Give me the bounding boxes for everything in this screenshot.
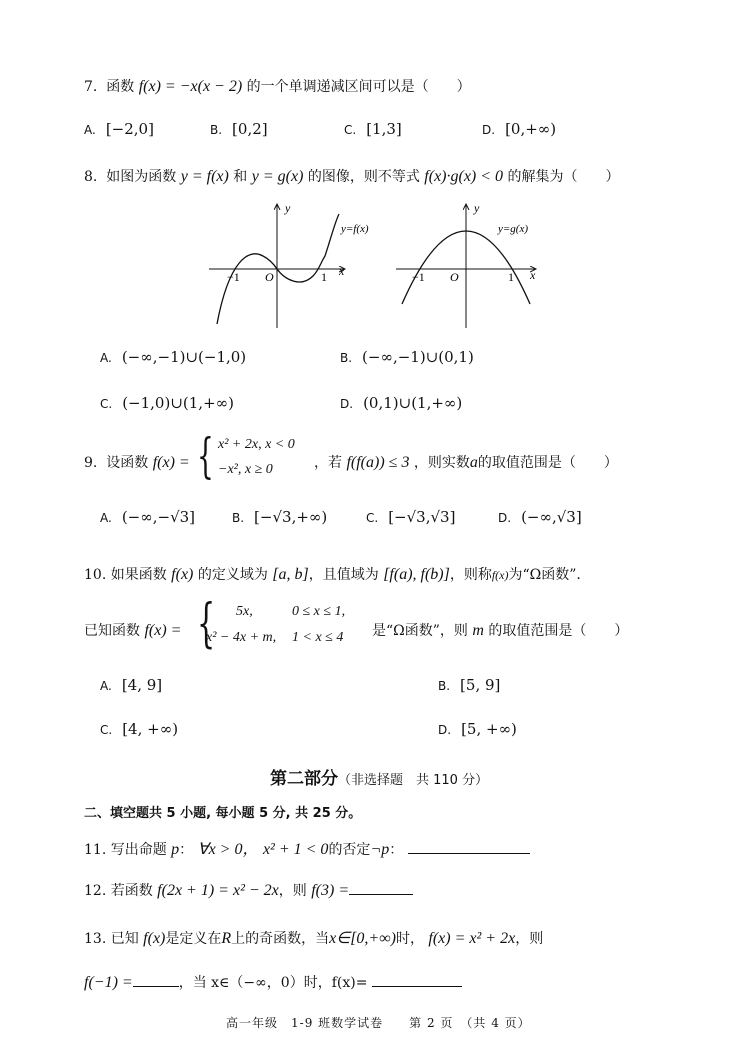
- q13-answer-blank-1[interactable]: [133, 972, 179, 987]
- q9-option-a[interactable]: A. (−∞,−√3]: [100, 508, 196, 526]
- q10-line2-tail: 是“Ω函数”，则 m 的取值范围是（ ）: [372, 622, 629, 639]
- graph-f-tick-pos: 1: [321, 270, 327, 284]
- q8-option-a[interactable]: A. (−∞,−1)∪(−1,0): [100, 348, 247, 366]
- graph-g-x-label: x: [530, 268, 536, 282]
- graph-f: [205, 200, 369, 332]
- q10-line1: 10. 如果函数 f(x) 的定义域为 [a, b]，且值域为 [f(a), f(b)]，则称f(x)为“Ω函数”.: [84, 566, 581, 583]
- question-7: [84, 76, 471, 96]
- q10-option-a[interactable]: A. [4, 9]: [100, 676, 163, 694]
- q7-option-c[interactable]: C. [1,3]: [344, 120, 402, 138]
- q8-option-b[interactable]: B. (−∞,−1)∪(0,1): [340, 348, 474, 366]
- graph-f-curve-label: y=f(x): [341, 223, 369, 235]
- part-two-heading: 第二部分（非选择题 共 110 分）: [270, 769, 489, 789]
- q10-case2-expr: x² − 4x + m,: [206, 630, 277, 645]
- q9-case2: −x², x ≥ 0: [218, 462, 273, 477]
- question-13-line2: f(−1) = ，当 x∈（−∞，0）时，f(x)=: [84, 972, 462, 992]
- q9-lead: 9. 设函数 f(x) =: [84, 454, 190, 471]
- q7-option-b[interactable]: B. [0,2]: [210, 120, 268, 138]
- q10-option-c[interactable]: C. [4, +∞): [100, 720, 179, 738]
- q7-option-a[interactable]: A. [−2,0]: [84, 120, 154, 138]
- graph-g-curve-label: y=g(x): [498, 223, 529, 235]
- q10-case1-cond: 0 ≤ x ≤ 1,: [292, 604, 346, 619]
- section-heading: 二、填空题共 5 小题, 每小题 5 分, 共 25 分。: [84, 806, 362, 821]
- q8-option-c[interactable]: C. (−1,0)∪(1,+∞): [100, 394, 234, 412]
- q9-tail: ，若 f(f(a)) ≤ 3 ，则实数a的取值范围是（ ）: [314, 454, 618, 471]
- q10-option-b[interactable]: B. [5, 9]: [438, 676, 501, 694]
- q9-case1: x² + 2x, x < 0: [218, 437, 295, 452]
- q10-option-d[interactable]: D. [5, +∞): [438, 720, 517, 738]
- q7-post: 的一个单调递减区间可以是（ ）: [246, 79, 471, 95]
- question-8: 8. 如图为函数 y = f(x) 和 y = g(x) 的图像，则不等式 f(x)·g(x) < 0 的解集为（ ）: [84, 168, 620, 185]
- graph-f-x-label: x: [339, 264, 345, 278]
- q8-option-d[interactable]: D. (0,1)∪(1,+∞): [340, 394, 463, 412]
- q7-pre: 函数: [106, 79, 135, 95]
- graph-g-origin: O: [450, 270, 459, 284]
- graph-g-y-label: y: [474, 201, 480, 215]
- q10-brace: {: [197, 594, 216, 654]
- q9-brace: {: [197, 428, 214, 484]
- q9-option-d[interactable]: D. (−∞,√3]: [498, 508, 582, 526]
- q11-answer-blank[interactable]: [408, 839, 530, 854]
- q9-option-c[interactable]: C. [−√3,√3]: [366, 508, 456, 526]
- q13-answer-blank-2[interactable]: [372, 972, 462, 987]
- q7-option-d[interactable]: D. [0,+∞): [482, 120, 557, 138]
- q12-answer-blank[interactable]: [349, 880, 413, 895]
- part-two-subtitle: （非选择题 共 110 分）: [338, 773, 489, 788]
- graph-f-origin: O: [265, 270, 274, 284]
- q10-line2-lead: 已知函数 f(x) =: [84, 622, 182, 639]
- question-11: 11. 写出命题 p： ∀x > 0， x² + 1 < 0的否定¬p：: [84, 836, 530, 859]
- q8-number: 8.: [84, 169, 98, 185]
- graph-g: [392, 200, 552, 332]
- graph-g-tick-pos: 1: [508, 270, 514, 284]
- question-13: 13. 已知 f(x)是定义在R上的奇函数，当x∈[0,+∞)时， f(x) = x² + 2x，则: [84, 930, 544, 947]
- graph-f-tick-neg: −1: [227, 270, 240, 284]
- q10-case1-expr: 5x,: [236, 604, 253, 619]
- graph-f-y-label: y: [285, 201, 291, 215]
- q9-option-b[interactable]: B. [−√3,+∞): [232, 508, 328, 526]
- q10-case2-cond: 1 < x ≤ 4: [292, 630, 344, 645]
- q7-number: 7.: [84, 79, 98, 95]
- page-footer: 高一年级 1-9 班数学试卷 第 2 页 （共 4 页）: [226, 1016, 531, 1030]
- q7-formula: f(x) = −x(x − 2): [138, 78, 243, 95]
- question-12: 12. 若函数 f(2x + 1) = x² − 2x，则 f(3) =: [84, 880, 413, 900]
- graph-g-tick-neg: −1: [412, 270, 425, 284]
